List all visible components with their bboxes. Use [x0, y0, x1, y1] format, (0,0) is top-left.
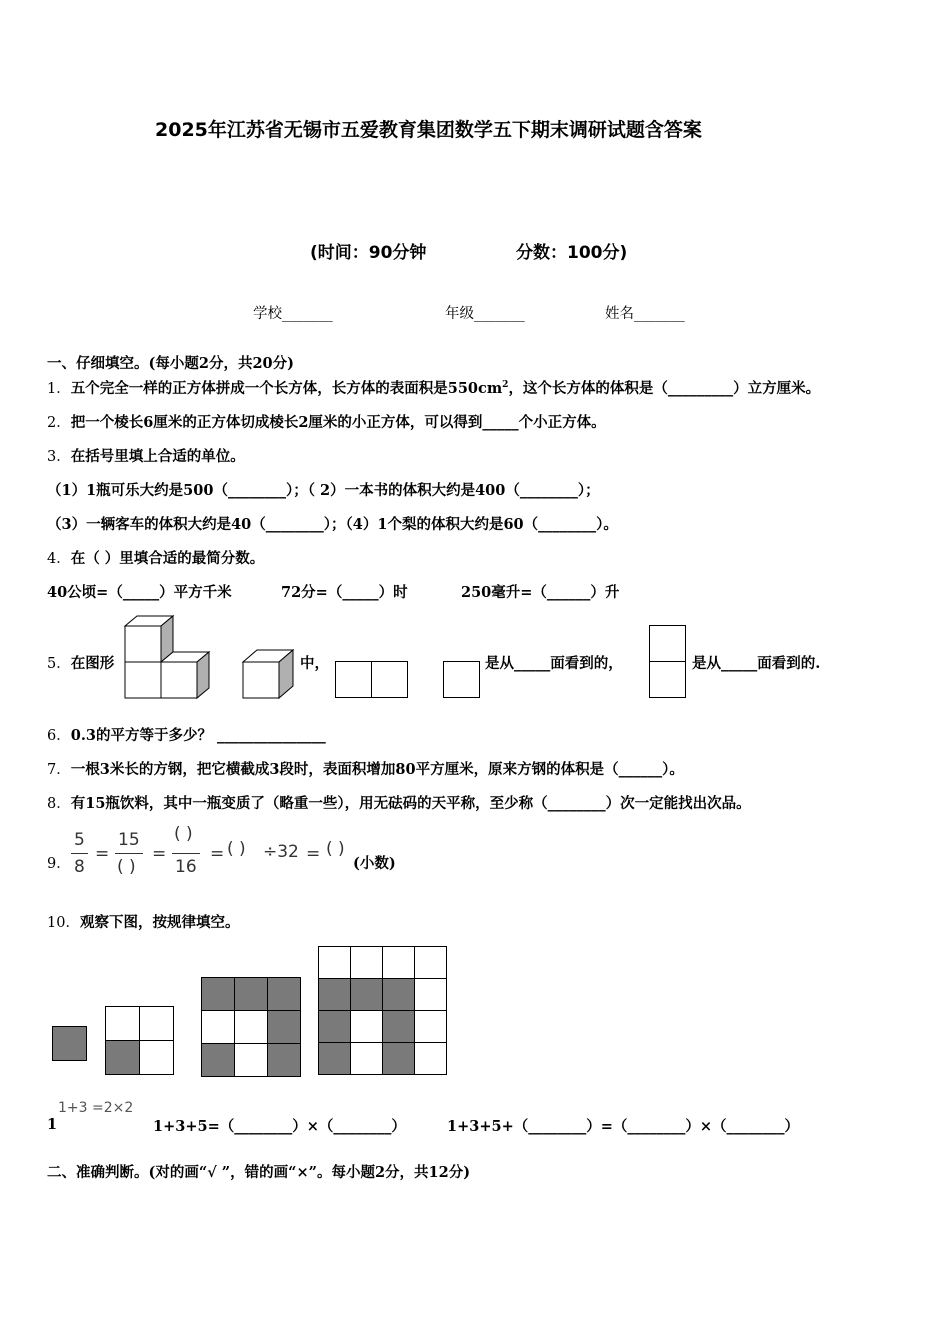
q9-blank1: ( ): [227, 839, 246, 859]
question-5: [47, 652, 114, 673]
view-two-squares-right: [371, 661, 408, 698]
q9-decimal-label: (小数): [353, 855, 396, 872]
grid-cell: [382, 946, 415, 979]
q9-eq4: =: [306, 844, 321, 864]
q9-frac3-den: 16: [175, 857, 197, 877]
q2-number: 2．: [47, 415, 71, 431]
question-10: [47, 911, 239, 932]
q9-frac1-num: 5: [74, 830, 85, 850]
q1-text-b: ，这个长方体的体积是（_________）立方厘米。: [508, 380, 821, 397]
q7-text: 一根3米长的方钢，把它横截成3段时，表面积增加80平方厘米，原来方钢的体积是（______）。: [70, 761, 684, 778]
q5-text-b: 中，: [300, 655, 329, 672]
q9-frac2-num: 15: [118, 830, 140, 850]
q5-number: 5．: [47, 656, 71, 672]
grid-cell: [201, 977, 235, 1011]
q8-number: 8．: [47, 796, 71, 812]
question-8: [47, 792, 751, 813]
grid-cell: [350, 946, 383, 979]
q3-line2: （3）一辆客车的体积大约是40（________）；（4）1个梨的体积大约是60（________）。: [47, 516, 618, 533]
q4-number: 4．: [47, 551, 71, 567]
q10-formula-2: 1+3+5+（________）=（________）×（________）: [447, 1118, 800, 1135]
q5-text-c: 是从_____面看到的，: [485, 655, 623, 672]
grid-cell: [382, 1010, 415, 1043]
grid-cell: [267, 1043, 301, 1077]
single-cube-figure: [241, 648, 297, 700]
grid-cell: [350, 1042, 383, 1075]
q3-number: 3．: [47, 449, 71, 465]
grid-cell: [234, 1043, 268, 1077]
q1-sup: 2: [502, 380, 509, 391]
grid-cell: [414, 946, 447, 979]
grid-cell: [267, 977, 301, 1011]
q10-formula-1: 1+3+5=（________）×（________）: [153, 1118, 406, 1135]
grid-cell: [139, 1006, 174, 1041]
view-stacked-top: [649, 625, 686, 662]
score-label: 分数：100分): [516, 243, 628, 263]
q9-blank2: ( ): [326, 839, 345, 859]
q9-eq2: =: [152, 844, 167, 864]
q7-number: 7．: [47, 762, 71, 778]
grid-cell: [414, 1042, 447, 1075]
section2-heading: 二、准确判断。(对的画“√ ”，错的画“×”。每小题2分，共12分): [47, 1164, 471, 1181]
q9-frac2-den: ( ): [117, 857, 136, 877]
grid-cell: [105, 1006, 140, 1041]
question-4: [47, 547, 264, 568]
grid-cell: [318, 1042, 351, 1075]
q10-number: 10．: [47, 915, 80, 931]
grid-cell: [139, 1040, 174, 1075]
q8-text: 有15瓶饮料，其中一瓶变质了（略重一些），用无砝码的天平称，至少称（________）次一定能找出次品。: [70, 795, 751, 812]
time-label: (时间：90分钟: [310, 243, 427, 263]
section1-heading: 一、仔细填空。(每小题2分，共20分): [47, 355, 294, 372]
q6-text: 0.3的平方等于多少？ _______________: [70, 727, 326, 744]
q9-frac3-num: ( ): [174, 824, 193, 844]
question-2: [47, 411, 606, 432]
q10-lead: 1: [47, 1116, 58, 1133]
q5-text-d: 是从_____面看到的.: [692, 655, 821, 672]
q6-number: 6．: [47, 728, 71, 744]
grid-cell: [234, 1010, 268, 1044]
q5-text-a: 在图形: [70, 655, 115, 672]
q9-divide: ÷32: [263, 842, 299, 862]
q4-item-b: 72分=（_____）时: [281, 584, 408, 601]
q9-frac1-line: [71, 853, 88, 854]
question-3: [47, 445, 245, 466]
q3-text: 在括号里填上合适的单位。: [70, 448, 245, 465]
q4-item-c: 250毫升=（______）升: [461, 584, 620, 601]
grid-cell: [350, 1010, 383, 1043]
q9-frac3-line: [172, 853, 200, 854]
grid-cell: [267, 1010, 301, 1044]
grid-cell: [414, 978, 447, 1011]
grid-cell: [318, 978, 351, 1011]
grid-cell: [318, 1010, 351, 1043]
grid-cell: [234, 977, 268, 1011]
grid-cell: [382, 1042, 415, 1075]
page-title: 2025年江苏省无锡市五爱教育集团数学五下期末调研试题含答案: [155, 119, 702, 141]
grid-cell: [318, 946, 351, 979]
view-two-squares-left: [335, 661, 372, 698]
q3-line1: （1）1瓶可乐大约是500（________）；（ 2）一本书的体积大约是400（________）；: [47, 482, 600, 499]
q9-frac1-den: 8: [74, 857, 85, 877]
q10-text: 观察下图，按规律填空。: [79, 914, 240, 931]
cube-stack-figure: [122, 614, 217, 702]
q9-eq3: =: [210, 844, 225, 864]
view-one-square: [443, 661, 480, 698]
view-stacked-bottom: [649, 661, 686, 698]
grid-cell: [201, 1043, 235, 1077]
grid-cell: [382, 978, 415, 1011]
grid-cell: [350, 978, 383, 1011]
school-field: 学校_______: [253, 306, 333, 322]
question-7: [47, 758, 684, 779]
q1-text-a: 五个完全一样的正方体拼成一个长方体，长方体的表面积是550cm: [70, 380, 503, 397]
grade-field: 年级_______: [445, 306, 525, 322]
q10-example-formula: 1+3 =2×2: [58, 1100, 134, 1116]
question-6: [47, 724, 326, 745]
q4-item-a: 40公顷=（_____）平方千米: [47, 584, 232, 601]
q2-text: 把一个棱长6厘米的正方体切成棱长2厘米的小正方体，可以得到_____个小正方体。: [70, 414, 606, 431]
grid-cell: [52, 1026, 87, 1061]
grid-cell: [201, 1010, 235, 1044]
q9-number: 9．: [47, 856, 71, 872]
question-1: [47, 377, 820, 398]
grid-cell: [105, 1040, 140, 1075]
q9-frac2-line: [115, 853, 143, 854]
q9-eq1: =: [95, 844, 110, 864]
name-field: 姓名_______: [605, 306, 685, 322]
q4-text: 在（ ）里填合适的最简分数。: [70, 550, 265, 567]
grid-cell: [414, 1010, 447, 1043]
q1-number: 1．: [47, 381, 71, 397]
